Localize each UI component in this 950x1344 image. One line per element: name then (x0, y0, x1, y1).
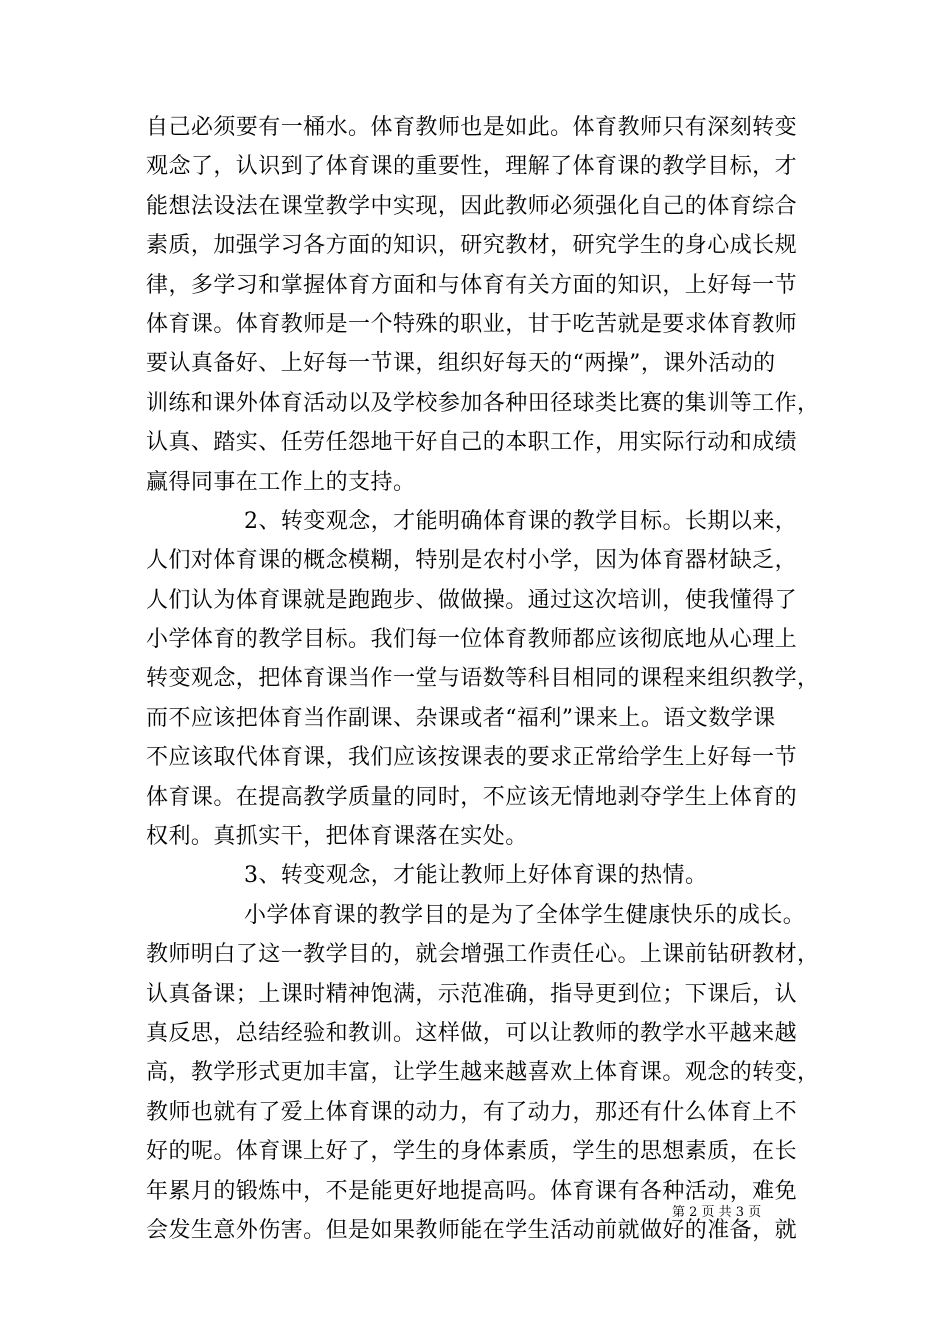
text-line: 赢得同事在工作上的支持。 (146, 469, 416, 495)
text-line: 人们对体育课的概念模糊，特别是农村小学，因为体育器材缺乏， (146, 548, 798, 574)
text-line: 不应该取代体育课，我们应该按课表的要求正常给学生上好每一节 (146, 745, 798, 771)
text-line: 年累月的锻炼中，不是能更好地提高吗。体育课有各种活动，难免 (146, 1178, 798, 1204)
text-line: 高，教学形式更加丰富，让学生越来越喜欢上体育课。观念的转变， (146, 1060, 820, 1086)
text-line: 要认真备好、上好每一节课，组织好每天的“两操”，课外活动的 (146, 351, 776, 377)
body-text (146, 108, 820, 1250)
text-line: 自己必须要有一桶水。体育教师也是如此。体育教师只有深刻转变 (146, 115, 798, 140)
section-2-heading: 2、转变观念，才能明确体育课的教学目标。长期以来， (244, 508, 798, 534)
text-line: 素质，加强学习各方面的知识，研究教材，研究学生的身心成长规 (146, 233, 798, 259)
text-line: 律，多学习和掌握体育方面和与体育有关方面的知识，上好每一节 (146, 272, 798, 298)
text-line: 真反思，总结经验和教训。这样做，可以让教师的教学水平越来越 (146, 1020, 798, 1046)
text-line: 小学体育的教学目标。我们每一位体育教师都应该彻底地从心理上 (146, 627, 798, 653)
text-line: 教师也就有了爱上体育课的动力，有了动力，那还有什么体育上不 (146, 1099, 798, 1125)
text-line: 人们认为体育课就是跑跑步、做做操。通过这次培训，使我懂得了 (146, 587, 798, 613)
text-line: 好的呢。体育课上好了，学生的身体素质，学生的思想素质，在长 (146, 1139, 798, 1165)
text-line: 体育课。在提高教学质量的同时，不应该无情地剥夺学生上体育的 (146, 784, 798, 810)
text-line: 观念了，认识到了体育课的重要性，理解了体育课的教学目标，才 (146, 154, 798, 180)
text-line: 转变观念，把体育课当作一堂与语数等科目相同的课程来组织教学， (146, 666, 820, 692)
text-line: 而不应该把体育当作副课、杂课或者“福利”课来上。语文数学课 (146, 705, 776, 731)
text-line: 能想法设法在课堂教学中实现，因此教师必须强化自己的体育综合 (146, 193, 798, 219)
text-line: 权利。真抓实干，把体育课落在实处。 (146, 824, 528, 850)
paragraph-start: 小学体育课的教学目的是为了全体学生健康快乐的成长。 (244, 902, 806, 928)
text-line: 体育课。体育教师是一个特殊的职业，甘于吃苦就是要求体育教师 (146, 311, 798, 337)
text-line: 认真、踏实、任劳任怨地干好自己的本职工作，用实际行动和成绩 (146, 430, 798, 456)
text-line: 认真备课；上课时精神饱满，示范准确，指导更到位；下课后，认 (146, 981, 798, 1007)
text-line: 会发生意外伤害。但是如果教师能在学生活动前就做好的准备，就 (146, 1217, 798, 1243)
text-line: 训练和课外体育活动以及学校参加各种田径球类比赛的集训等工作， (146, 390, 820, 416)
page-number-footer: 第 2 页 共 3 页 (672, 1205, 762, 1220)
text-line: 教师明白了这一教学目的，就会增强工作责任心。上课前钻研教材， (146, 942, 820, 968)
section-3-heading: 3、转变观念，才能让教师上好体育课的热情。 (244, 863, 708, 889)
